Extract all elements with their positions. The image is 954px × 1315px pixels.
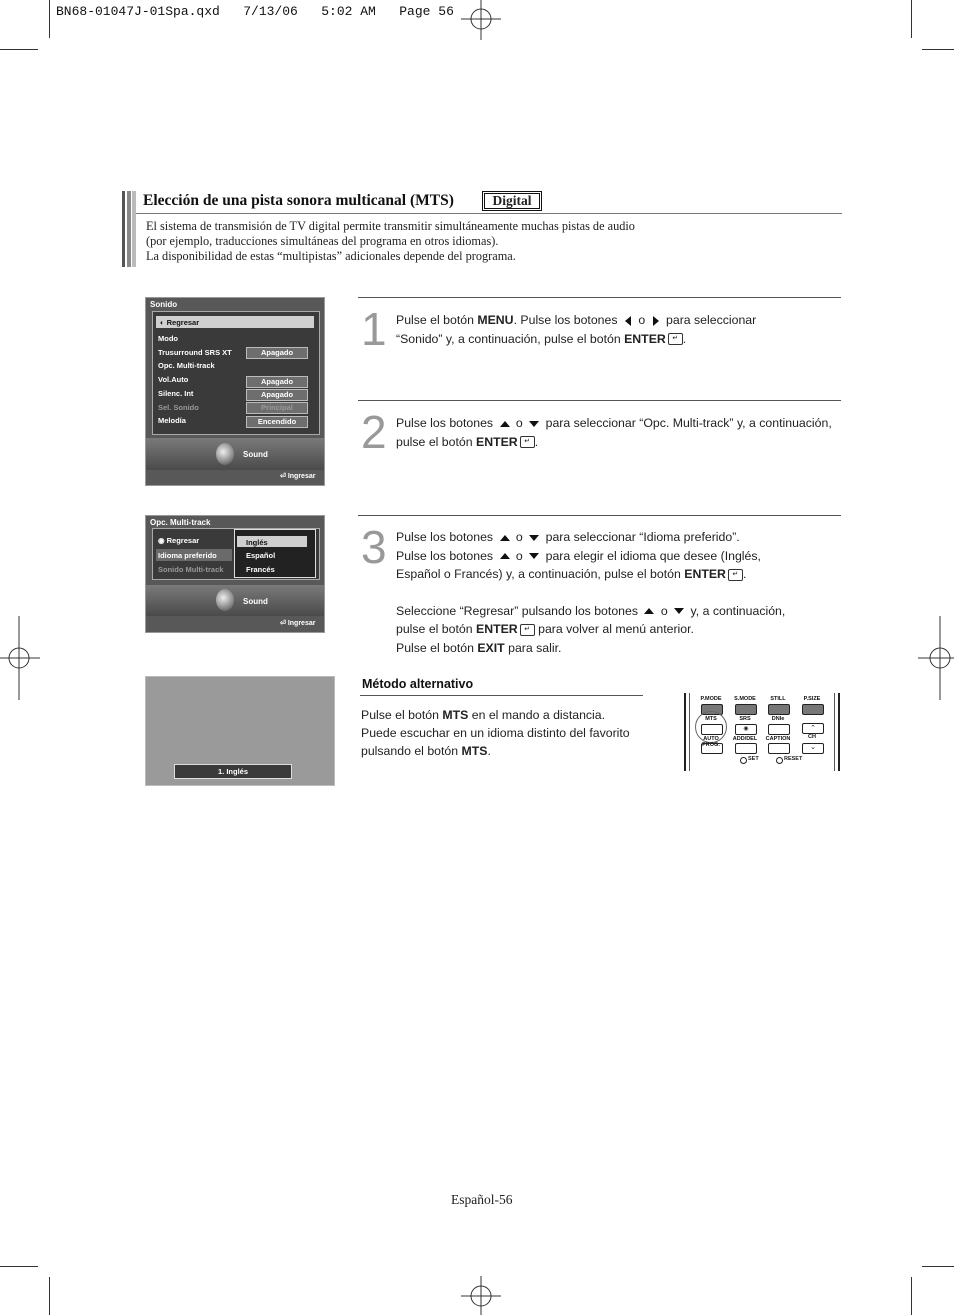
menu-value: Apagado xyxy=(246,376,308,388)
tv-screen-osd xyxy=(145,676,335,786)
alt-line2: Puede escuchar en un idioma distinto del favorito xyxy=(361,726,630,740)
menu-item[interactable]: Vol.Auto xyxy=(158,375,189,384)
menu-item-label: Regresar xyxy=(166,536,200,545)
step-number: 3 xyxy=(361,521,387,573)
menu-value: Principal xyxy=(246,402,308,414)
ch-down-button[interactable]: ⌄ xyxy=(802,743,824,754)
enter-icon: ↵ xyxy=(668,333,683,345)
step-rule xyxy=(358,400,841,401)
intro-line: La disponibilidad de estas “multipistas” adicionales depende del programa. xyxy=(146,249,516,263)
remote-label: ADD/DEL xyxy=(732,736,758,742)
auto-prog-button[interactable] xyxy=(701,743,723,754)
step1-line1: Pulse el botón MENU. Pulse los botones o para seleccionar xyxy=(396,313,757,327)
enter-icon: ↵ xyxy=(520,624,535,636)
down-arrow-icon xyxy=(529,553,539,559)
registration-mark xyxy=(459,0,503,40)
alt-rule xyxy=(360,695,643,696)
remote-label: MTS xyxy=(705,716,717,722)
menu-item[interactable]: Modo xyxy=(158,334,178,343)
menu-item-disabled: Sel. Sonido xyxy=(158,403,199,412)
srs-button[interactable]: ◉ xyxy=(735,724,757,735)
print-header: BN68-01047J-01Spa.qxd 7/13/06 5:02 AM Page 56 xyxy=(56,4,454,19)
menu-item-preferred-language[interactable]: Idioma preferido xyxy=(158,551,217,560)
step3-line2: Pulse los botones o para elegir el idioma que desee (Inglés, xyxy=(396,548,761,563)
crop-mark xyxy=(49,1277,50,1315)
menu-item-back[interactable] xyxy=(158,536,199,545)
step-number: 2 xyxy=(361,406,387,458)
enter-icon: ⏎ xyxy=(280,620,286,627)
dnie-button[interactable] xyxy=(768,724,790,735)
up-arrow-icon xyxy=(644,608,654,614)
tv-screen-multitrack-menu xyxy=(145,515,325,633)
digital-badge: Digital xyxy=(482,191,542,211)
remote-label: CAPTION xyxy=(765,736,791,742)
reset-button[interactable] xyxy=(776,757,783,764)
alt-method-text xyxy=(361,706,630,760)
enter-icon: ↵ xyxy=(520,436,535,448)
enter-icon: ⏎ xyxy=(280,473,286,480)
smode-button[interactable] xyxy=(735,704,757,715)
section-title: Elección de una pista sonora multicanal (MTS) xyxy=(143,192,454,209)
remote-edge xyxy=(689,693,690,771)
step-rule xyxy=(358,515,841,516)
psize-button[interactable] xyxy=(802,704,824,715)
step3-line6: Pulse el botón EXIT para salir. xyxy=(396,640,562,655)
step1-text xyxy=(396,311,756,348)
back-icon: ◉ xyxy=(158,536,165,545)
menu-footer xyxy=(146,438,324,470)
ch-up-button[interactable]: ⌃ xyxy=(802,723,824,734)
mts-button[interactable] xyxy=(701,724,723,735)
up-arrow-icon xyxy=(500,535,510,541)
step3-line5: pulse el botón ENTER ↵ para volver al menú anterior. xyxy=(396,622,694,636)
remote-label: S.MODE xyxy=(734,696,756,702)
menu-item-disabled: Sonido Multi-track xyxy=(158,565,224,574)
speaker-icon xyxy=(216,443,234,465)
up-arrow-icon xyxy=(500,421,510,427)
step2-text xyxy=(396,414,832,451)
option-item[interactable]: Inglés xyxy=(246,538,268,547)
registration-mark xyxy=(918,616,954,700)
add-del-button[interactable] xyxy=(735,743,757,754)
down-arrow-icon xyxy=(529,535,539,541)
tv-screen-sound-menu xyxy=(145,297,325,486)
step2-line2: pulse el botón ENTER ↵ . xyxy=(396,434,539,449)
menu-item-multitrack[interactable]: Opc. Multi-track xyxy=(158,361,215,370)
enter-hint-label: Ingresar xyxy=(287,620,316,627)
crop-mark xyxy=(911,1277,912,1315)
remote-label: SRS xyxy=(739,716,751,722)
crop-mark xyxy=(922,49,954,50)
menu-footer xyxy=(146,585,324,616)
menu-header: Sonido xyxy=(150,300,178,309)
step3-text xyxy=(396,528,785,657)
still-button[interactable] xyxy=(768,704,790,715)
alt-method-title: Método alternativo xyxy=(362,677,474,691)
registration-mark xyxy=(0,616,40,700)
crop-mark xyxy=(922,1266,954,1267)
section-rule xyxy=(136,213,842,214)
step3-line1: Pulse los botones o para seleccionar “Idioma preferido”. xyxy=(396,530,740,544)
footer-label: Sound xyxy=(243,597,268,606)
remote-illustration xyxy=(684,693,841,771)
menu-item-back[interactable] xyxy=(160,318,199,327)
remote-label: SET xyxy=(748,756,759,762)
spacer xyxy=(396,584,785,602)
caption-button[interactable] xyxy=(768,743,790,754)
menu-value: Apagado xyxy=(246,389,308,401)
remote-edge xyxy=(838,693,840,771)
enter-hint xyxy=(280,472,315,480)
right-arrow-icon xyxy=(653,316,659,326)
page-number: Español-56 xyxy=(451,1192,513,1207)
remote-label: CH xyxy=(808,734,816,740)
remote-label: DNIe xyxy=(771,716,785,722)
set-button[interactable] xyxy=(740,757,747,764)
crop-mark xyxy=(911,0,912,38)
up-arrow-icon xyxy=(500,553,510,559)
remote-label: RESET xyxy=(784,756,803,762)
menu-item-label: Regresar xyxy=(166,318,200,327)
footer-label: Sound xyxy=(243,450,268,459)
remote-label: STILL xyxy=(770,696,786,702)
section-bar xyxy=(122,191,136,267)
alt-line3: pulsando el botón MTS. xyxy=(361,744,491,758)
speaker-icon xyxy=(216,589,234,611)
step1-line2: “Sonido” y, a continuación, pulse el botón ENTER ↵ . xyxy=(396,331,687,346)
option-item[interactable]: Español xyxy=(246,551,276,560)
registration-mark xyxy=(459,1276,503,1315)
remote-label: P.MODE xyxy=(700,696,722,702)
menu-value: Encendido xyxy=(246,416,308,428)
crop-mark xyxy=(0,1266,38,1267)
step2-line1: Pulse los botones o para seleccionar “Opc. Multi-track” y, a continuación, xyxy=(396,416,832,430)
remote-label: P.SIZE xyxy=(803,696,821,702)
remote-edge xyxy=(834,693,835,771)
menu-header: Opc. Multi-track xyxy=(150,518,211,527)
step-number: 1 xyxy=(361,303,387,355)
menu-value: Apagado xyxy=(246,347,308,359)
intro-line: (por ejemplo, traducciones simultáneas del programa en otros idiomas). xyxy=(146,234,499,248)
crop-mark xyxy=(0,49,38,50)
down-arrow-icon xyxy=(674,608,684,614)
option-item[interactable]: Francés xyxy=(246,565,275,574)
remote-edge xyxy=(684,693,686,771)
intro-text xyxy=(146,219,635,264)
alt-line1: Pulse el botón MTS en el mando a distancia. xyxy=(361,708,606,722)
back-icon: ◐ xyxy=(160,318,165,327)
step3-line4: Seleccione “Regresar” pulsando los botones o y, a continuación, xyxy=(396,603,786,618)
crop-mark xyxy=(49,0,50,38)
enter-hint-label: Ingresar xyxy=(287,473,316,480)
down-arrow-icon xyxy=(529,421,539,427)
step-rule xyxy=(358,297,841,298)
menu-item[interactable]: Silenc. Int xyxy=(158,389,194,398)
left-arrow-icon xyxy=(625,316,631,326)
enter-icon: ↵ xyxy=(728,569,743,581)
intro-line: El sistema de transmisión de TV digital permite transmitir simultáneamente muchas pistas de audio xyxy=(146,219,635,233)
menu-item[interactable]: Melodía xyxy=(158,416,186,425)
menu-item[interactable]: Trusurround SRS XT xyxy=(158,348,232,357)
enter-hint xyxy=(280,619,315,627)
osd-language-label: 1. Inglés xyxy=(174,764,292,779)
step3-line3: Español o Francés) y, a continuación, pulse el botón ENTER ↵ . xyxy=(396,567,747,581)
remote-label: AUTO PROG. xyxy=(702,736,720,748)
